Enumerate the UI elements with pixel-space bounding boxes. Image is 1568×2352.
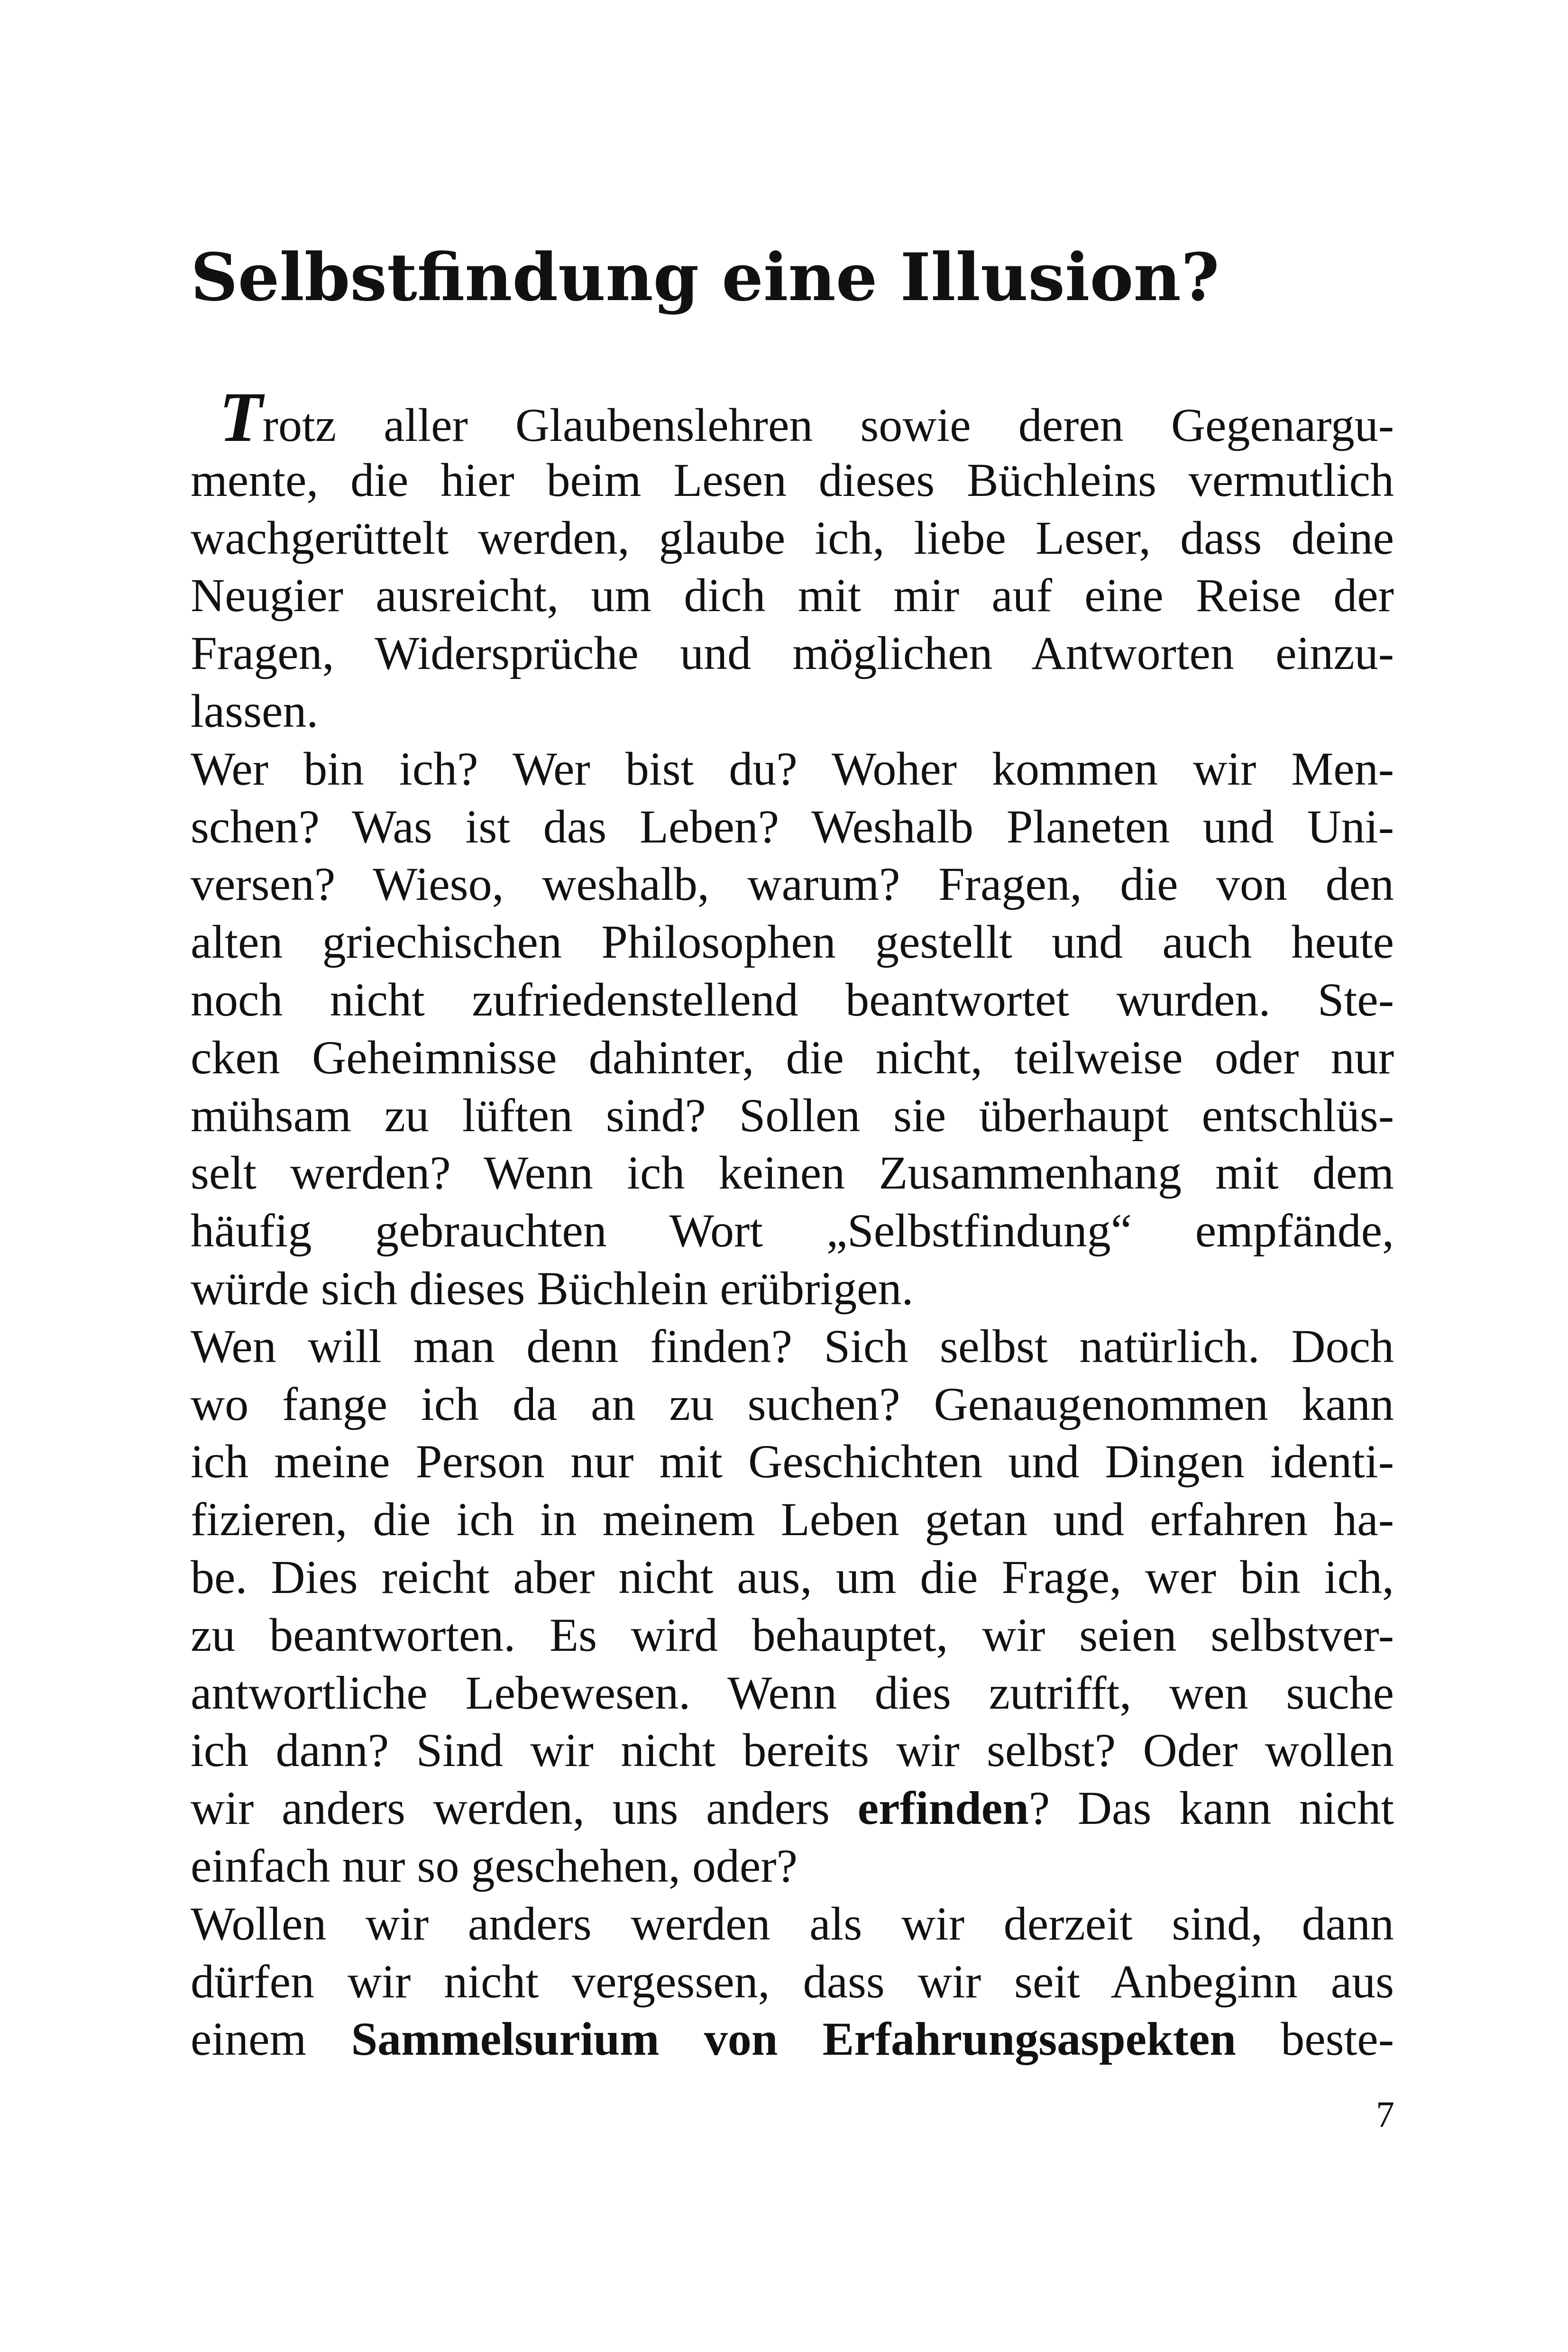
line-text: wir anders werden, uns anders bbox=[191, 1782, 858, 1835]
line-text: fizieren, die ich in meinem Leben getan und erfahren ha- bbox=[191, 1493, 1394, 1546]
text-line bbox=[191, 1087, 1394, 1144]
line-text: ich dann? Sind wir nicht bereits wir selbst? Oder wollen bbox=[191, 1724, 1394, 1777]
line-text: Wollen wir anders werden als wir derzeit sind, dann bbox=[191, 1897, 1394, 1950]
emphasis-text: Sammelsurium von Erfahrungsaspekten bbox=[351, 2013, 1236, 2066]
text-line bbox=[191, 509, 1394, 567]
line-text: Neugier ausreicht, um dich mit mir auf eine Reise der bbox=[191, 569, 1394, 622]
line-text: würde sich dieses Büchlein erübrigen. bbox=[191, 1262, 914, 1315]
text-line bbox=[191, 740, 1394, 798]
line-text: selt werden? Wenn ich keinen Zusammenhang mit dem bbox=[191, 1146, 1394, 1199]
line-text: alten griechischen Philosophen gestellt und auch heute bbox=[191, 915, 1394, 969]
text-line bbox=[191, 2010, 1394, 2068]
text-line bbox=[191, 913, 1394, 971]
text-line bbox=[191, 1260, 1394, 1318]
line-text: mühsam zu lüften sind? Sollen sie überhaupt entschlüs- bbox=[191, 1089, 1394, 1142]
line-text: ich meine Person nur mit Geschichten und Dingen identi- bbox=[191, 1435, 1394, 1488]
body-text bbox=[191, 378, 1394, 2068]
text-line bbox=[191, 1895, 1394, 1953]
line-text: lassen. bbox=[191, 684, 319, 737]
page-number: 7 bbox=[1376, 2094, 1394, 2135]
line-text: zu beantworten. Es wird behauptet, wir seien selbstver- bbox=[191, 1608, 1394, 1661]
line-text: wachgerüttelt werden, glaube ich, liebe Leser, dass deine bbox=[191, 511, 1394, 564]
line-text: rotz aller Glaubenslehren sowie deren Gegenargu- bbox=[262, 399, 1394, 451]
line-text: einfach nur so geschehen, oder? bbox=[191, 1839, 798, 1892]
text-line bbox=[191, 682, 1394, 740]
text-line bbox=[191, 624, 1394, 682]
text-line bbox=[191, 1664, 1394, 1722]
line-text: mente, die hier beim Lesen dieses Büchleins vermutlich bbox=[191, 453, 1394, 506]
text-line bbox=[191, 855, 1394, 913]
text-line bbox=[191, 798, 1394, 856]
text-line bbox=[191, 451, 1394, 509]
line-text-tail: beste- bbox=[1236, 2013, 1394, 2066]
text-line bbox=[191, 1318, 1394, 1375]
line-text: antwortliche Lebewesen. Wenn dies zutrifft, wen suche bbox=[191, 1666, 1394, 1719]
text-line bbox=[191, 971, 1394, 1029]
text-line bbox=[191, 1606, 1394, 1664]
text-line bbox=[191, 1029, 1394, 1087]
text-line bbox=[191, 1721, 1394, 1779]
text-line bbox=[191, 1202, 1394, 1260]
text-line bbox=[191, 1548, 1394, 1606]
line-text: häufig gebrauchten Wort „Selbstfindung“ empfände, bbox=[191, 1204, 1394, 1257]
text-line bbox=[191, 1779, 1394, 1837]
line-text: schen? Was ist das Leben? Weshalb Planeten und Uni- bbox=[191, 800, 1394, 853]
text-line bbox=[191, 1837, 1394, 1895]
text-line bbox=[191, 1144, 1394, 1202]
line-text: dürfen wir nicht vergessen, dass wir seit Anbeginn aus bbox=[191, 1955, 1394, 2008]
line-text: Fragen, Widersprüche und möglichen Antworten einzu- bbox=[191, 627, 1394, 680]
text-line bbox=[191, 567, 1394, 624]
line-text: be. Dies reicht aber nicht aus, um die Frage, wer bin ich, bbox=[191, 1550, 1394, 1603]
chapter-title: Selbstfindung eine Illusion? bbox=[191, 238, 1220, 316]
text-line bbox=[191, 1433, 1394, 1491]
line-text: Wen will man denn finden? Sich selbst natürlich. Doch bbox=[191, 1319, 1394, 1373]
drop-cap: T bbox=[219, 378, 263, 457]
line-text: wo fange ich da an zu suchen? Genaugenommen kann bbox=[191, 1377, 1394, 1430]
emphasis-text: erfinden bbox=[857, 1782, 1029, 1835]
line-text: Wer bin ich? Wer bist du? Woher kommen wir Men- bbox=[191, 742, 1394, 795]
text-line bbox=[191, 1953, 1394, 2011]
text-line bbox=[191, 1375, 1394, 1433]
text-line bbox=[191, 378, 1394, 457]
line-text: einem bbox=[191, 2013, 351, 2066]
line-text: cken Geheimnisse dahinter, die nicht, teilweise oder nur bbox=[191, 1031, 1394, 1084]
line-text: versen? Wieso, weshalb, warum? Fragen, die von den bbox=[191, 858, 1394, 911]
line-text: noch nicht zufriedenstellend beantwortet wurden. Ste- bbox=[191, 973, 1394, 1026]
line-text-tail: ? Das kann nicht bbox=[1028, 1782, 1394, 1835]
text-line bbox=[191, 1491, 1394, 1548]
